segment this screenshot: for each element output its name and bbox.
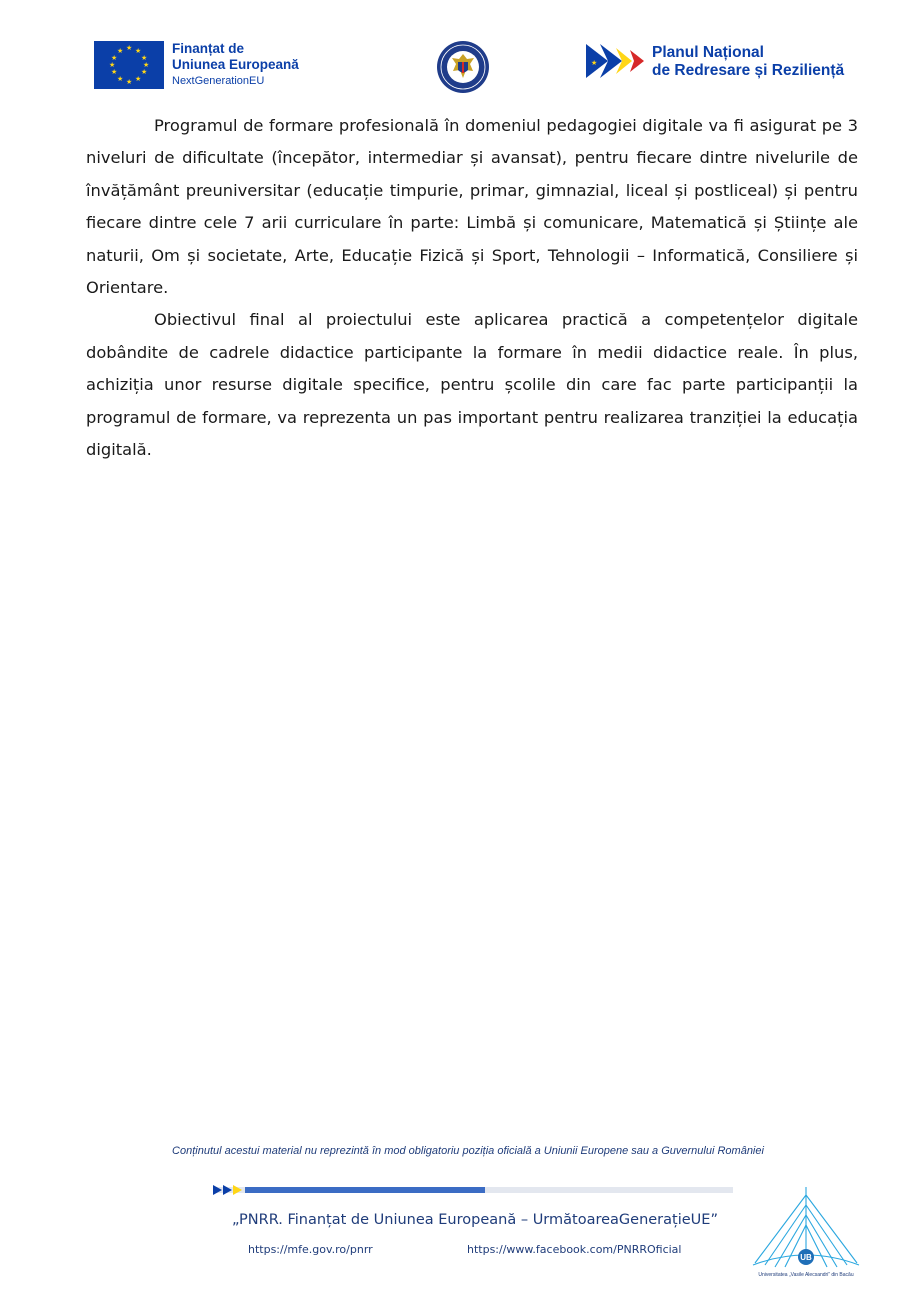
footer-slogan: „PNRR. Finanțat de Uniunea Europeană – UrmătoareaGenerațieUE” — [232, 1212, 718, 1228]
svg-text:★: ★ — [591, 59, 598, 67]
paragraph-1: Programul de formare profesională în domeniul pedagogiei digitale va fi asigurat pe 3 niveluri de dificultate (începător, intermediar și avansat), pentru fiecare dintre nivelurile de învățământ preuniversitar (educație timpurie, primar, gimnazial, liceal și postliceal) și pentru fiecare dintre cele 7 arii curriculare în parte: Limbă și comunicare, Matematică și Științe ale naturii, Om și societate, Arte, Educație Fizică și Sport, Tehnologii – Informatică, Consiliere și Orientare. — [86, 116, 858, 298]
eu-line-1: Finanțat de — [172, 41, 245, 56]
university-logo-icon — [745, 1185, 867, 1280]
svg-text:UB: UB — [800, 1253, 812, 1262]
eu-funding-logo — [94, 41, 299, 89]
pnrr-logo — [586, 44, 844, 80]
document-body — [86, 110, 858, 466]
eu-line-2: Uniunea Europeană — [172, 57, 299, 72]
eu-flag-icon: ★ ★ ★ ★ ★ ★ ★ ★ ★ ★ ★ ★ — [94, 41, 164, 89]
disclaimer: Conținutul acestui material nu reprezintă în mod obligatoriu poziția oficială a Uniunii Europene sau a Guvernului României — [172, 1145, 764, 1157]
pnrr-line-1: Planul Național — [652, 44, 764, 61]
facebook-link[interactable]: https://www.facebook.com/PNRROficial — [467, 1243, 682, 1256]
footer-progress-bar — [213, 1184, 733, 1196]
pnrr-line-2: de Redresare și Reziliență — [652, 62, 845, 79]
mfe-link[interactable]: https://mfe.gov.ro/pnrr — [248, 1243, 373, 1256]
eu-line-3: NextGenerationEU — [172, 75, 265, 87]
paragraph-2: Obiectivul final al proiectului este aplicarea practică a competențelor digitale dobândite de cadrele didactice participante la formare în medii didactice reale. În plus, achiziția unor resurse digitale specifice, pentru școlile din care fac parte participanții la programul de formare, va reprezenta un pas important pentru realizarea tranziției la educația digitală. — [86, 310, 858, 460]
university-caption: Universitatea „Vasile Alecsandri” din Bacău — [758, 1272, 854, 1278]
guvernul-romaniei-seal-icon — [436, 40, 490, 94]
pnrr-arrows-icon — [586, 44, 650, 78]
